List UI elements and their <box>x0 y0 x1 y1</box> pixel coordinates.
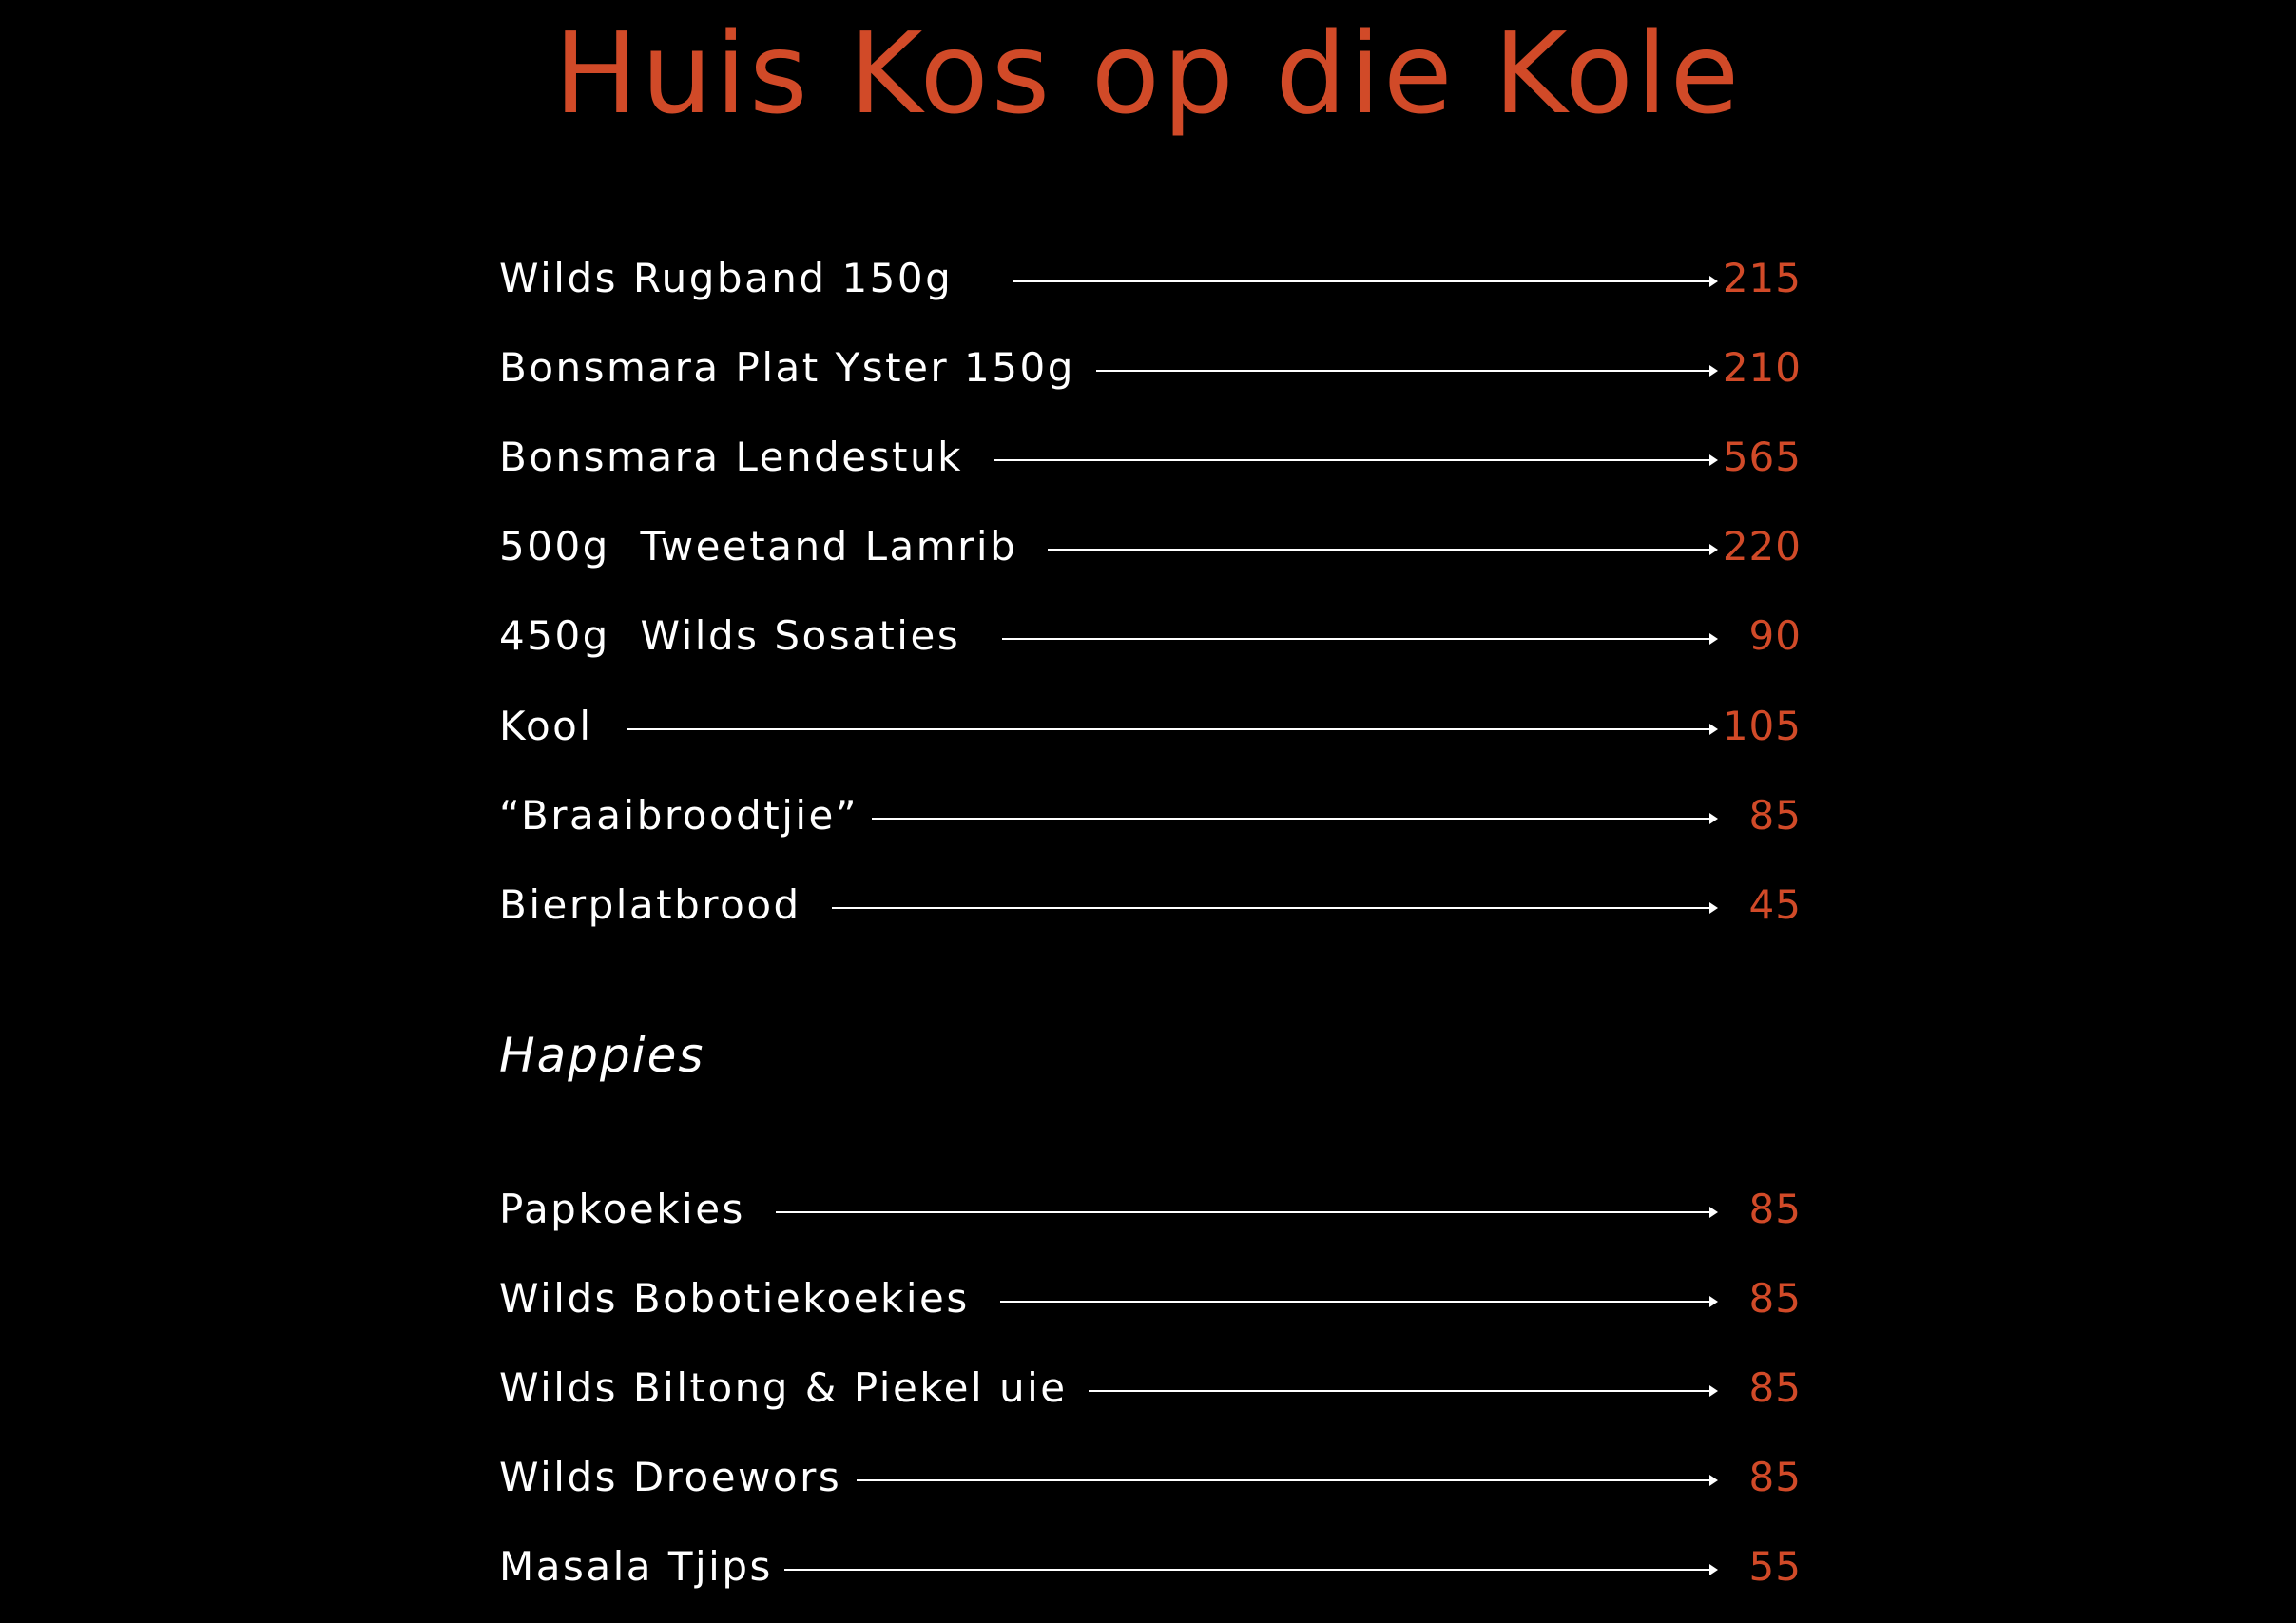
menu-item-row <box>499 698 1802 755</box>
leader-arrow-icon <box>1000 1301 1716 1303</box>
menu-item-name: Kool <box>499 703 593 749</box>
menu-item-name: “Braaibroodtjie” <box>499 792 859 839</box>
menu-item-row <box>499 608 1802 665</box>
menu-item-name: Wilds Bobotiekoekies <box>499 1275 970 1322</box>
menu-item-name: Masala Tjips <box>499 1543 773 1590</box>
leader-arrow-icon <box>1013 280 1716 282</box>
menu-item-name: Wilds Rugband 150g <box>499 255 954 301</box>
menu-title: Huis Kos op die Kole <box>553 8 1743 139</box>
menu-item-row <box>499 1449 1802 1506</box>
menu-item-price: 85 <box>1748 1454 1802 1500</box>
menu-item-name: 450g Wilds Sosaties <box>499 612 961 659</box>
menu-item-price: 85 <box>1748 1364 1802 1411</box>
menu-item-name: Bonsmara Plat Yster 150g <box>499 344 1075 391</box>
leader-arrow-icon <box>776 1211 1716 1213</box>
menu-item-price: 85 <box>1748 1186 1802 1232</box>
menu-item-price: 55 <box>1748 1543 1802 1590</box>
leader-arrow-icon <box>872 818 1716 820</box>
menu-item-row <box>499 1360 1802 1417</box>
menu-item-row <box>499 787 1802 844</box>
section-heading-happies: Happies <box>499 1028 705 1083</box>
leader-arrow-icon <box>627 728 1716 730</box>
leader-arrow-icon <box>1089 1390 1716 1392</box>
menu-item-price: 90 <box>1748 612 1802 659</box>
menu-item-row <box>499 429 1802 486</box>
leader-arrow-icon <box>857 1479 1716 1481</box>
menu-item-row <box>499 1538 1802 1595</box>
menu-item-row <box>499 1181 1802 1238</box>
menu-item-price: 105 <box>1722 703 1802 749</box>
menu-item-price: 85 <box>1748 1275 1802 1322</box>
leader-arrow-icon <box>994 459 1716 461</box>
menu-item-price: 565 <box>1722 434 1802 480</box>
menu-item-name: Bierplatbrood <box>499 881 801 928</box>
menu-item-row <box>499 1270 1802 1327</box>
leader-arrow-icon <box>1002 638 1716 640</box>
menu-item-price: 210 <box>1722 344 1802 391</box>
menu-item-name: Wilds Biltong & Piekel uie <box>499 1364 1068 1411</box>
menu-item-name: 500g Tweetand Lamrib <box>499 523 1018 570</box>
menu-item-row <box>499 518 1802 575</box>
menu-item-price: 215 <box>1722 255 1802 301</box>
menu-item-row <box>499 250 1802 307</box>
menu-item-name: Papkoekies <box>499 1186 745 1232</box>
menu-item-name: Bonsmara Lendestuk <box>499 434 963 480</box>
menu-item-price: 220 <box>1722 523 1802 570</box>
leader-arrow-icon <box>784 1569 1716 1571</box>
menu-item-row <box>499 877 1802 934</box>
menu-item-name: Wilds Droewors <box>499 1454 842 1500</box>
menu-item-price: 45 <box>1748 881 1802 928</box>
menu-item-price: 85 <box>1748 792 1802 839</box>
menu-item-row <box>499 339 1802 396</box>
leader-arrow-icon <box>1096 370 1716 372</box>
leader-arrow-icon <box>832 907 1716 909</box>
leader-arrow-icon <box>1048 549 1716 551</box>
